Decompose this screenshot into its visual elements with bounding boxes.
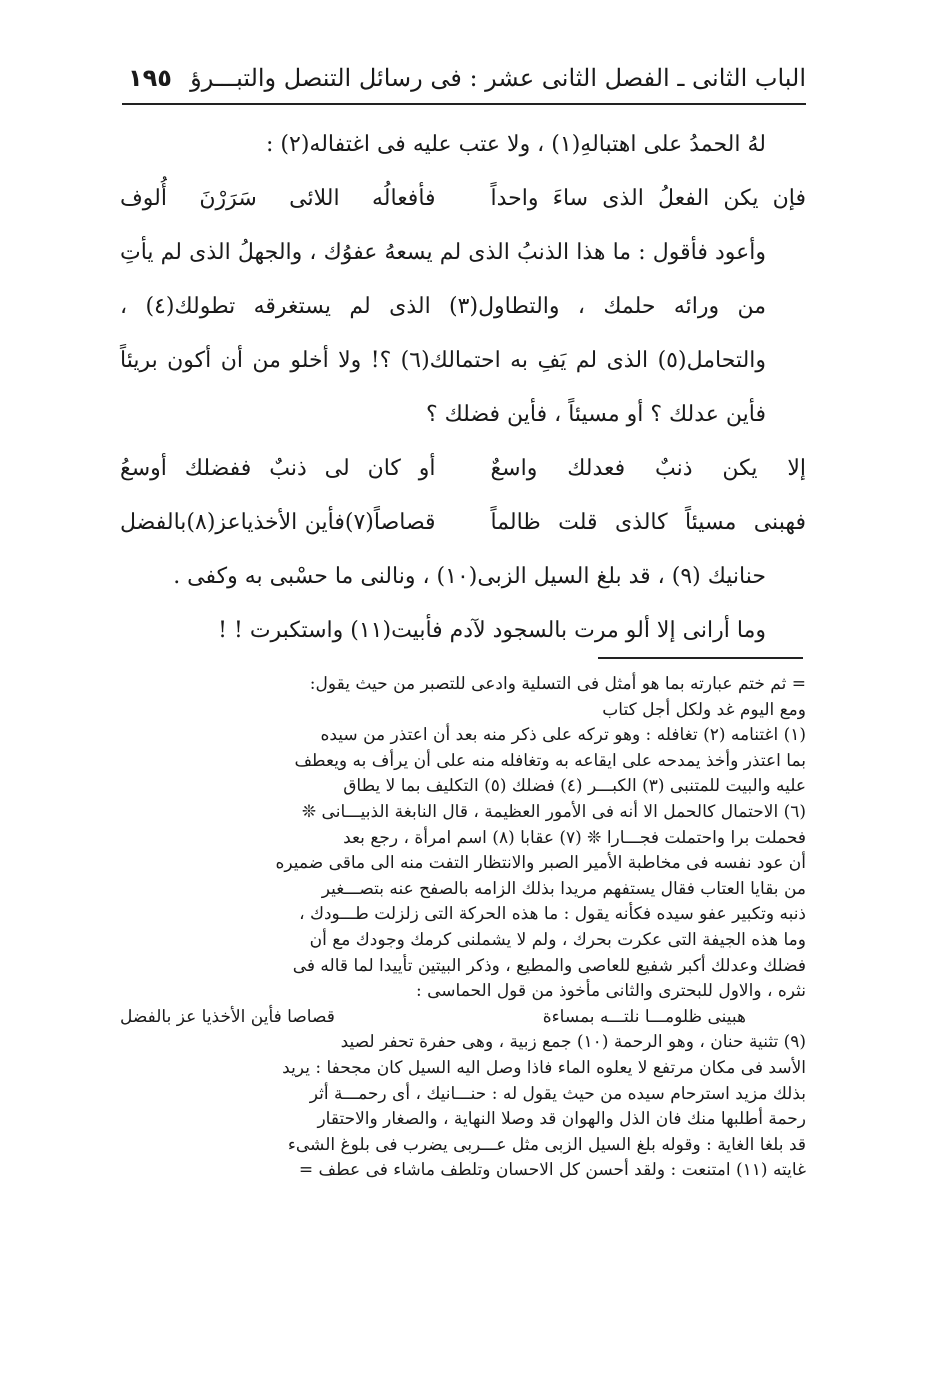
footnote-rule [598, 657, 803, 659]
footnote-line: وما هذه الجيفة التى عكرت بحرك ، ولم لا يشملنى كرمك وجودك مع أن [309, 929, 806, 950]
footnote-line: فحملت برا واحتملت فجـــارا ❊ (٧) عقابا (٨) اسم امرأة ، رجع بعد [343, 827, 806, 848]
footnote-line: فضلك وعدلك أكبر شفيع للعاصى والمطيع ، وذكر البيتين تأييدا لما قاله فى [292, 955, 806, 976]
footnote-line: (١) اغتنامه (٢) تغافله : وهو تركه على ذكر منه بعد أن اعتذر من سيده [320, 725, 806, 746]
verse-1-second-hemistich: فأفعالُه اللائى سَرَرْنَ أُلوف [120, 186, 436, 211]
footnote-line: من بقايا العتاب فقال يستفهم مريدا بذلك الزامه بالصفح عنه بتصـــغير [321, 878, 806, 899]
main-text [120, 118, 806, 658]
footnote-verse [120, 1005, 806, 1031]
footnote-line: بذلك مزيد استرحام سيده من حيث يقول له : حنـــانيك ، أى رحمـــة أثر [309, 1083, 806, 1104]
footnote-line: ذنبه وتكبير عفو سيده فكأنه يقول : ما هذه الحركة التى زلزلت طـــودك ، [299, 904, 806, 925]
closing-line: وما أرانى إلا ألو مرت بالسجود لآدم فأبيت(١١) واستكبرت ! ! [218, 618, 766, 643]
verse-2-first-hemistich: إلا يكن ذنبٌ فعدلك واسعٌ [490, 456, 806, 481]
verse-1 [120, 172, 806, 226]
hananayk-line: حنانيك (٩) ، قد بلغ السيل الزبى(١٠) ، ونالنى ما حسْبى به وكفى . [173, 564, 766, 589]
verse-2 [120, 442, 806, 496]
verse-1-first-hemistich: فإن يكن الفعلُ الذى ساءَ واحداً [490, 186, 806, 211]
verse-3-second-hemistich: قصاصاً(٧)فأين الأخذياعز(٨)بالفضل [120, 510, 436, 535]
footnote-line: (٩) تثنية حنان ، وهو الرحمة (١٠) جمع زبية ، وهى حفرة تحفر لصيد [340, 1032, 806, 1053]
opening-line: لهُ الحمدُ على اهتبالهِ(١) ، ولا عتب عليه فى اغتفاله(٢) : [265, 132, 766, 157]
footnote-line: = ثم ختم عبارته بما هو أمثل فى التسلية وادعى للتصبر من حيث يقول: [309, 674, 806, 694]
footnote-line: ومع اليوم غد ولكل أجل كتاب [602, 699, 806, 720]
footnote-line: نثره ، والاول للبحترى والثانى مأخوذ من قول الحماسى : [416, 981, 806, 1002]
footnote-verse-second-hemistich: قصاصا فأين الأخذيا عز بالفضل [120, 1006, 335, 1027]
prose-paragraph: وأعود فأقول : ما هذا الذنبُ الذى لم يسعهُ عفوُك ، والجهلُ الذى لم يأتِ من ورائه حلمك ، والتطاول(٣) الذى لم يستغرقه تطولك(٤) ، والتحامل(٥) الذى لم يَفِ به احتمالك(٦) ؟! ولا أخلو من أن أكون بريئاً فأين عدلك ؟ أو مسيئاً ، فأين فضلك ؟ [120, 240, 767, 427]
footnote-verse-first-hemistich: هبينى ظلومـــا نلتـــه بمساءة [542, 1006, 746, 1027]
running-head [128, 58, 806, 98]
footnote-line: رحمة أطلبها منك فان الذل والهوان قد وصلا النهاية ، والصغار والاحتقار [317, 1109, 806, 1130]
verse-3 [120, 496, 806, 550]
page-number: ١٩٥ [128, 64, 172, 92]
footnotes [120, 672, 806, 1184]
verse-2-second-hemistich: أو كان لى ذنبٌ ففضلك أوسعُ [120, 456, 436, 481]
footnote-line: غايته (١١) امتنعت : ولقد أحسن كل الاحسان وتلطف ماشاء فى عطف = [298, 1160, 806, 1181]
header-rule [122, 103, 806, 105]
footnote-line: (٦) الاحتمال كالحمل الا أنه فى الأمور العظيمة ، قال النابغة الذبيـــانى ❊ [301, 801, 806, 822]
footnote-line: عليه والبيت للمتنبى (٣) الكبـــر (٤) فضلك (٥) التكليف بما لا يطاق [343, 776, 806, 797]
footnote-line: بما اعتذر وأخذ يمدحه على ايقاعه به وتغافله منه على أن يرأف به ويعطف [294, 750, 806, 771]
footnote-line: قد بلغا الغاية : وقوله بلغ السيل الزبى مثل عـــربى يضرب فى بلوغ الشىء [287, 1134, 806, 1155]
chapter-title: الباب الثانى ـ الفصل الثانى عشر : فى رسائل التنصل والتبـــرؤ [190, 64, 806, 92]
verse-3-first-hemistich: فهبنى مسيئاً كالذى قلت ظالماً [490, 510, 806, 535]
footnote-line: الأسد فى مكان مرتفع لا يعلوه الماء فاذا وصل اليه السيل كان مجحفا : يريد [282, 1057, 806, 1078]
footnote-line: أن عود نفسه فى مخاطبة الأمير الصبر والانتظار التفت منه الى ماقى ضميره [275, 853, 806, 874]
